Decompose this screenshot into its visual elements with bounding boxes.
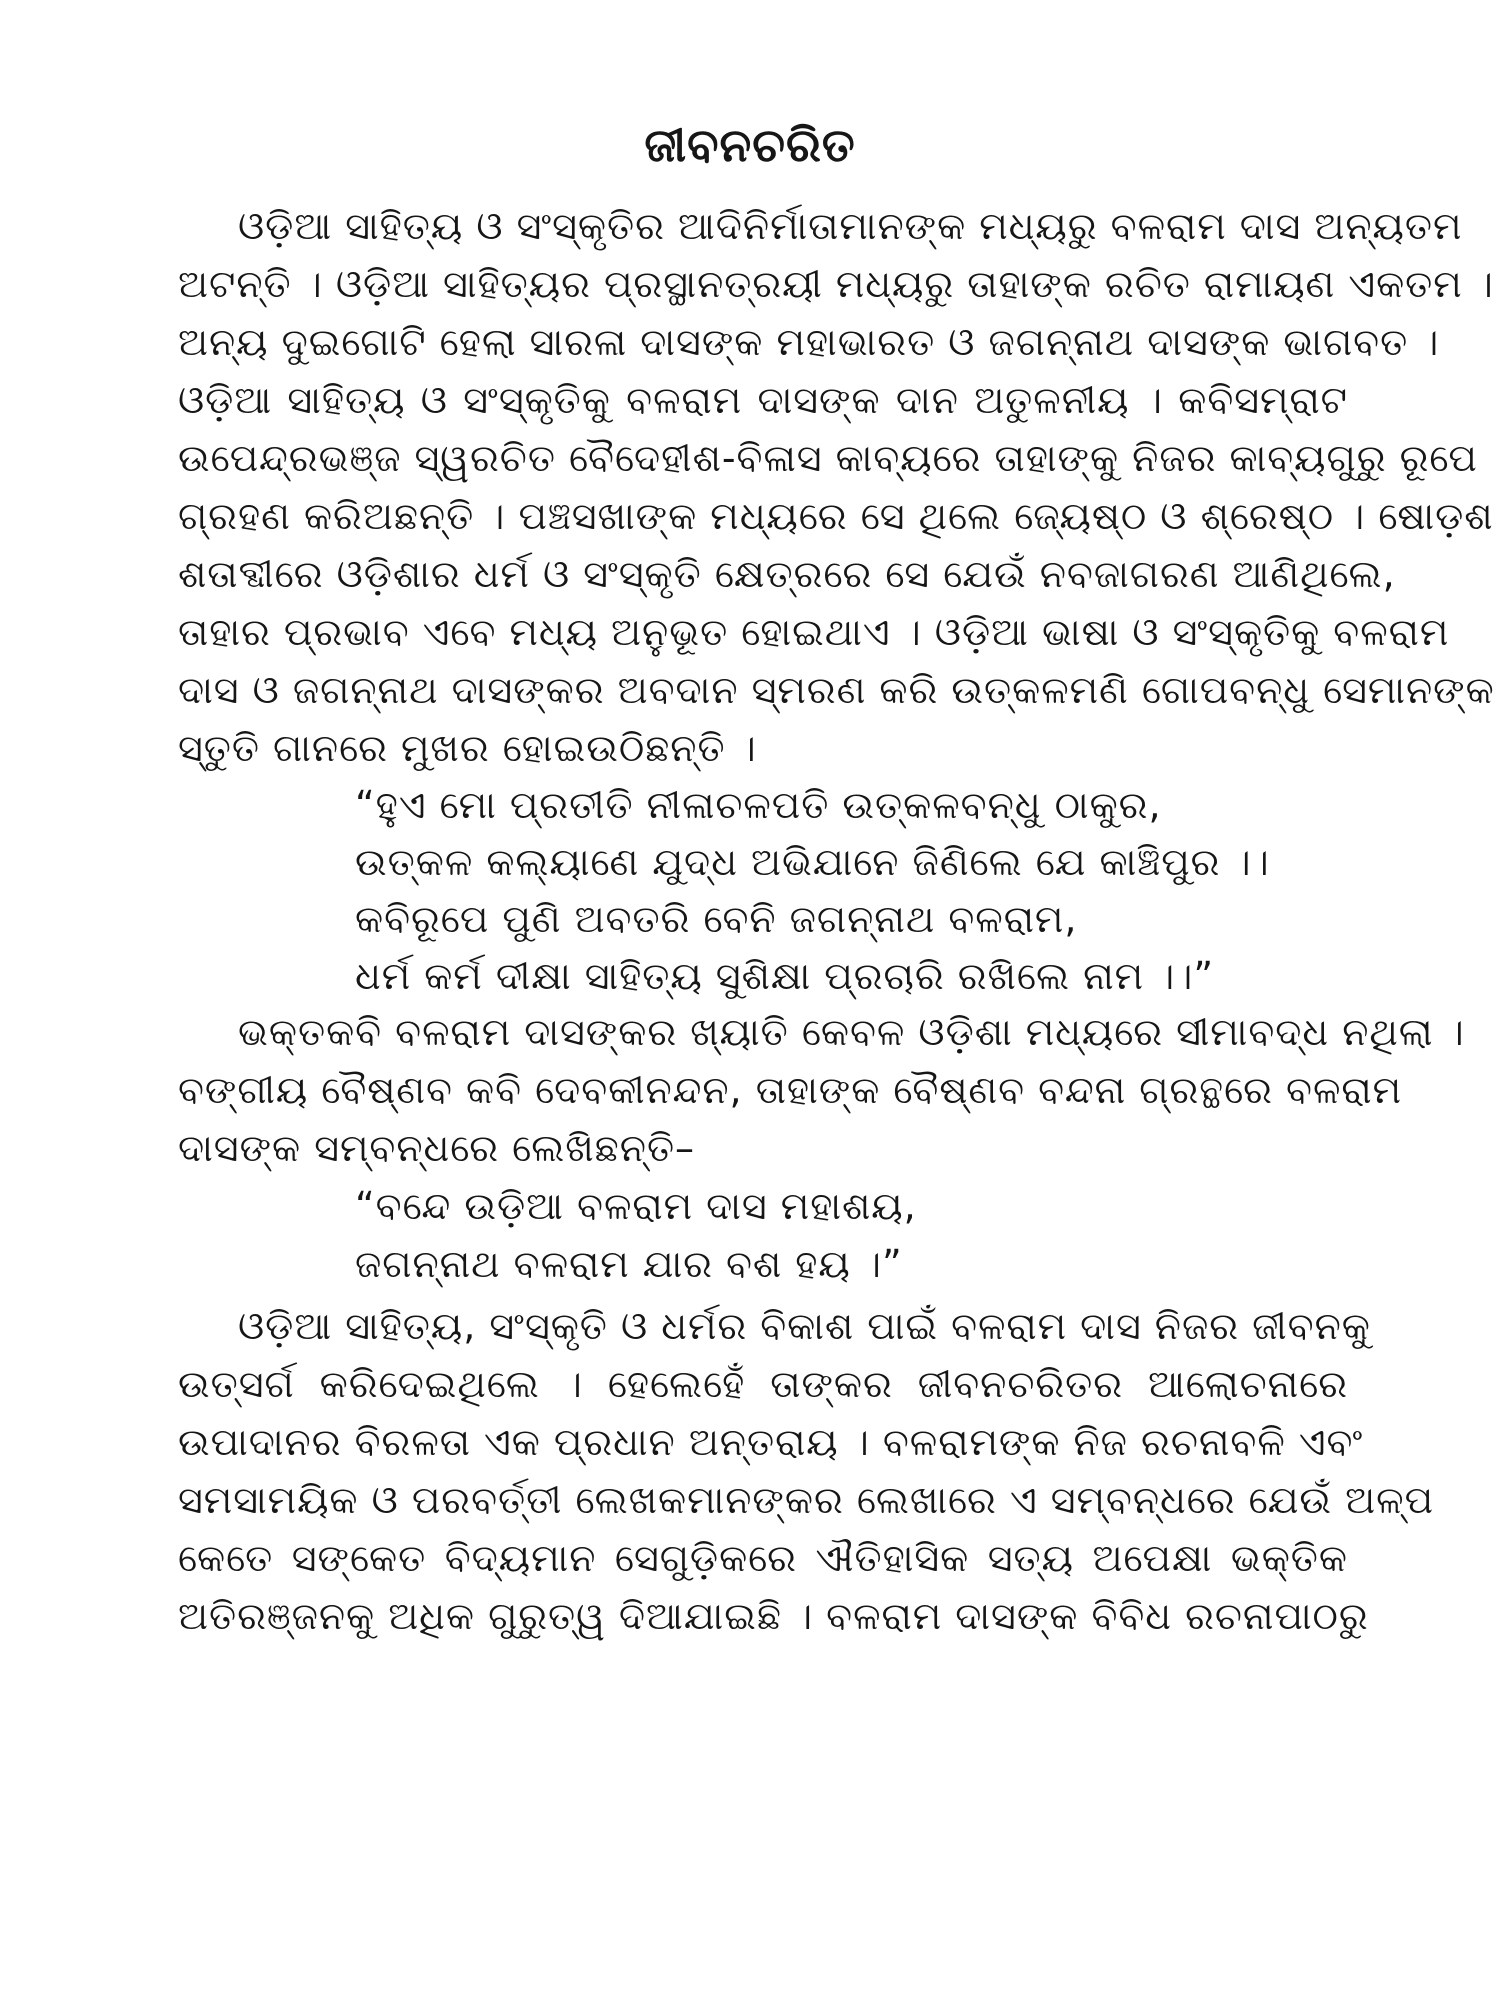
text-line: ଅତିରଞ୍ଜନକୁ ଅଧିକ ଗୁରୁତ୍ୱ ଦିଆଯାଇଛି । ବଳରାମ ଦାସଙ୍କ ବିବିଧ ରଚନାପାଠରୁ: [178, 1594, 1369, 1638]
text-line: ଦାସ ଓ ଜଗନ୍ନାଥ ଦାସଙ୍କର ଅବଦାନ ସ୍ମରଣ କରି ଉତ୍କଳମଣି ଗୋପବନ୍ଧୁ ସେମାନଙ୍କ: [178, 668, 1495, 712]
text-line: ଉପାଦାନର ବିରଳତା ଏକ ପ୍ରଧାନ ଅନ୍ତରାୟ । ବଳରାମଙ୍କ ନିଜ ରଚନାବଳି ଏବଂ: [178, 1420, 1364, 1464]
text-line: ଦାସଙ୍କ ସମ୍ବନ୍ଧରେ ଲେଖିଛନ୍ତି–: [178, 1126, 696, 1170]
text-line: ଗ୍ରହଣ କରିଅଛନ୍ତି । ପଞ୍ଚସଖାଙ୍କ ମଧ୍ୟରେ ସେ ଥିଲେ ଜ୍ୟେଷ୍ଠ ଓ ଶ୍ରେଷ୍ଠ । ଷୋଡ଼ଶ: [178, 494, 1494, 538]
text-line: ଅଟନ୍ତି । ଓଡ଼ିଆ ସାହିତ୍ୟର ପ୍ରସ୍ଥାନତ୍ରୟୀ ମଧ୍ୟରୁ ତାହାଙ୍କ ରଚିତ ରାମାୟଣ ଏକତମ ।: [178, 262, 1494, 306]
verse-line: ଧର୍ମ କର୍ମ ଦୀକ୍ଷା ସାହିତ୍ୟ ସୁଶିକ୍ଷା ପ୍ରଚାରି ରଖିଲେ ନାମ ।।”: [355, 954, 1215, 998]
verse-line: କବିରୂପେ ପୁଣି ଅବତରି ବେନି ଜଗନ୍ନାଥ ବଳରାମ,: [355, 897, 1078, 941]
text-line: ଅନ୍ୟ ଦୁଇଗୋଟି ହେଲା ସାରଳା ଦାସଙ୍କ ମହାଭାରତ ଓ ଜଗନ୍ନାଥ ଦାସଙ୍କ ଭାଗବତ ।: [178, 320, 1440, 364]
text-line: ଓଡ଼ିଆ ସାହିତ୍ୟ ଓ ସଂସ୍କୃତିର ଆଦିନିର୍ମାତାମାନଙ୍କ ମଧ୍ୟରୁ ବଳରାମ ଦାସ ଅନ୍ୟତମ: [238, 204, 1463, 248]
text-line: ଉପେନ୍ଦ୍ରଭଞ୍ଜ ସ୍ୱରଚିତ ବୈଦେହୀଶ-ବିଳାସ କାବ୍ୟରେ ତାହାଙ୍କୁ ନିଜର କାବ୍ୟଗୁରୁ ରୂପେ: [178, 436, 1478, 480]
text-line: କେତେ ସଙ୍କେତ ବିଦ୍ୟମାନ ସେଗୁଡ଼ିକରେ ଐତିହାସିକ ସତ୍ୟ ଅପେକ୍ଷା ଭକ୍ତିକ: [178, 1536, 1348, 1580]
page-title: ଜୀବନଚରିତ: [644, 118, 856, 172]
text-line: ଶତାବ୍ଦୀରେ ଓଡ଼ିଶାର ଧର୍ମ ଓ ସଂସ୍କୃତି କ୍ଷେତ୍ରରେ ସେ ଯେଉଁ ନବଜାଗରଣ ଆଣିଥିଲେ,: [178, 552, 1396, 596]
text-line: ବଙ୍ଗୀୟ ବୈଷ୍ଣବ କବି ଦେବକୀନନ୍ଦନ, ତାହାଙ୍କ ବୈଷ୍ଣବ ବନ୍ଦନା ଗ୍ରନ୍ଥରେ ବଳରାମ: [178, 1068, 1403, 1112]
text-line: ସ୍ତୁତି ଗାନରେ ମୁଖର ହୋଇଉଠିଛନ୍ତି ।: [178, 726, 757, 770]
text-line: ଉତ୍ସର୍ଗ କରିଦେଇଥିଲେ । ହେଲେହେଁ ତାଙ୍କର ଜୀବନଚରିତର ଆଲୋଚନାରେ: [178, 1362, 1348, 1406]
verse-line: “ବନ୍ଦେ ଉଡ଼ିଆ ବଳରାମ ଦାସ ମହାଶୟ,: [355, 1184, 917, 1228]
text-line: ଓଡ଼ିଆ ସାହିତ୍ୟ ଓ ସଂସ୍କୃତିକୁ ବଳରାମ ଦାସଙ୍କ ଦାନ ଅତୁଳନୀୟ । କବିସମ୍ରାଟ: [178, 378, 1348, 422]
verse-line: ଜଗନ୍ନାଥ ବଳରାମ ଯାର ବଶ ହୟ ।”: [355, 1242, 903, 1286]
text-line: ସମସାମୟିକ ଓ ପରବର୍ତ୍ତୀ ଲେଖକମାନଙ୍କର ଲେଖାରେ ଏ ସମ୍ବନ୍ଧରେ ଯେଉଁ ଅଳ୍ପ: [178, 1478, 1434, 1522]
text-line: ଭକ୍ତକବି ବଳରାମ ଦାସଙ୍କର ଖ୍ୟାତି କେବଳ ଓଡ଼ିଶା ମଧ୍ୟରେ ସୀମାବଦ୍ଧ ନଥିଲା ।: [238, 1010, 1465, 1054]
text-line: ତାହାର ପ୍ରଭାବ ଏବେ ମଧ୍ୟ ଅନୁଭୂତ ହୋଇଥାଏ । ଓଡ଼ିଆ ଭାଷା ଓ ସଂସ୍କୃତିକୁ ବଳରାମ: [178, 610, 1450, 654]
verse-line: ଉତ୍କଳ କଲ୍ୟାଣେ ଯୁଦ୍ଧ ଅଭିଯାନେ ଜିଣିଲେ ଯେ କାଞ୍ଚିପୁର ।।: [355, 840, 1270, 884]
verse-line: “ହୁଏ ମୋ ପ୍ରତୀତି ନୀଳାଚଳପତି ଉତ୍କଳବନ୍ଧୁ ଠାକୁର,: [355, 783, 1162, 827]
text-line: ଓଡ଼ିଆ ସାହିତ୍ୟ, ସଂସ୍କୃତି ଓ ଧର୍ମର ବିକାଶ ପାଇଁ ବଳରାମ ଦାସ ନିଜର ଜୀବନକୁ: [238, 1304, 1371, 1348]
